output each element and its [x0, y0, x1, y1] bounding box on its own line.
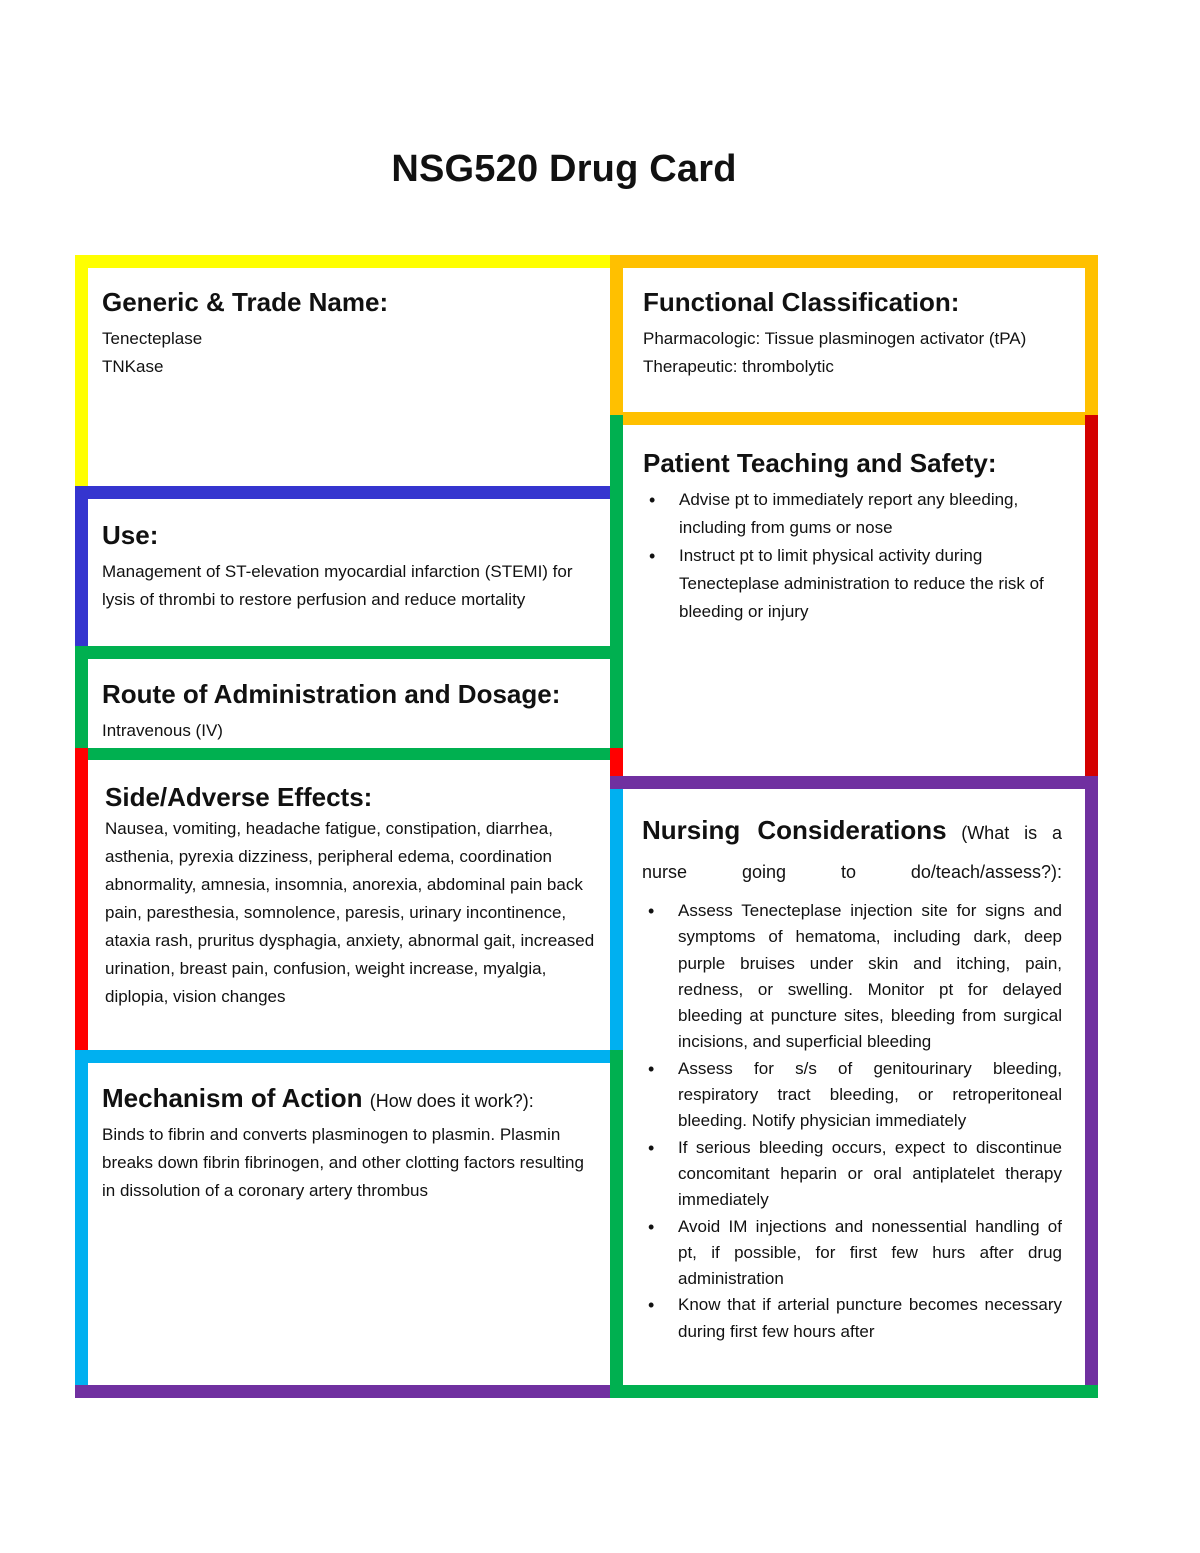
generic-trade-section — [102, 287, 597, 477]
use-section — [102, 520, 597, 645]
nursing-item: • Know that if arterial puncture becomes necessary during first few hours after — [678, 1292, 1062, 1345]
therapeutic-class: Therapeutic: thrombolytic — [643, 357, 834, 377]
route-border-left — [75, 646, 88, 748]
use-border-left — [75, 486, 88, 646]
mech-border-bottom — [75, 1385, 610, 1398]
page-title: NSG520 Drug Card — [391, 148, 737, 190]
route-border-top — [75, 646, 623, 659]
teach-border-right — [1085, 415, 1098, 787]
nurse-border-left — [610, 1050, 623, 1398]
teaching-item: • Advise pt to immediately report any bleeding, including from gums or nose — [679, 486, 1073, 542]
teaching-heading: Patient Teaching and Safety: — [643, 448, 997, 478]
side-effects-text: Nausea, vomiting, headache fatigue, constipation, diarrhea, asthenia, pyrexia dizziness, peripheral edema, coordination abnormality, amnesia, insomnia, anorexia, abdominal pain back pain, paresthesia, somnolence, paresis, urinary incontinence, ataxia rash, pruritus dysphagia, anxiety, abnormal gait, increased urination, breast pain, confusion, weight increase, myalgia, diplopia, vision changes — [105, 819, 595, 1007]
mech-border-top — [75, 1050, 623, 1063]
mechanism-text: Binds to fibrin and converts plasminogen to plasmin. Plasmin breaks down fibrin fibrinogen, and other clotting factors resulting in dissolution of a coronary artery thrombus — [102, 1125, 584, 1201]
func-border-top — [610, 255, 1098, 268]
teaching-section — [643, 448, 1073, 738]
func-border-left — [610, 255, 623, 415]
mechanism-section — [102, 1083, 597, 1383]
func-border-bottom — [610, 412, 1098, 425]
generic-border-top — [75, 255, 610, 268]
nursing-section — [642, 811, 1062, 1385]
generic-border-left — [75, 255, 88, 488]
generic-heading: Generic & Trade Name: — [102, 287, 389, 317]
mechanism-heading-note: (How does it work?): — [369, 1091, 534, 1111]
nursing-heading-note: (What is a nurse going to do/teach/assess?): — [642, 823, 1062, 882]
side-border-left — [75, 748, 88, 1050]
nursing-heading-row — [642, 811, 1062, 892]
teaching-item: • Instruct pt to limit physical activity during Tenecteplase administration to reduce the risk of bleeding or injury — [679, 542, 1073, 626]
route-text: Intravenous (IV) — [102, 721, 223, 741]
route-heading: Route of Administration and Dosage: — [102, 679, 561, 709]
nurse-border-bottom — [610, 1385, 1098, 1398]
use-border-top — [75, 486, 623, 499]
mech-border-left — [75, 1050, 88, 1398]
mechanism-heading-row — [102, 1083, 597, 1114]
nursing-item: • If serious bleeding occurs, expect to discontinue concomitant heparin or oral antiplatelet therapy immediately — [678, 1135, 1062, 1214]
side-border-corner — [610, 748, 623, 776]
nurse-border-right — [1085, 776, 1098, 1398]
side-effects-section — [105, 782, 600, 1050]
functional-heading: Functional Classification: — [643, 287, 960, 317]
functional-classification-section — [643, 287, 1073, 412]
nursing-heading: Nursing Considerations — [642, 815, 947, 845]
teach-border-left — [610, 415, 623, 748]
mechanism-heading: Mechanism of Action — [102, 1083, 363, 1113]
mech-border-right-upper — [610, 787, 623, 1050]
nursing-item: • Assess Tenecteplase injection site for signs and symptoms of hematoma, including dark, deep purple bruises under skin and itching, pain, redness, or swelling. Monitor pt for delayed bleeding at puncture sites, bleeding from surgical incisions, and superficial bleeding — [678, 898, 1062, 1056]
trade-name: TNKase — [102, 357, 164, 377]
use-heading: Use: — [102, 520, 159, 550]
generic-name: Tenecteplase — [102, 329, 203, 349]
use-text: Management of ST-elevation myocardial infarction (STEMI) for lysis of thrombi to restore perfusion and reduce mortality — [102, 562, 573, 610]
route-border-bottom — [75, 748, 610, 760]
nurse-border-top — [610, 776, 1098, 789]
nursing-item: • Avoid IM injections and nonessential handling of pt, if possible, for first few hurs after drug administration — [678, 1214, 1062, 1293]
route-section — [102, 679, 597, 747]
pharmacologic-class: Pharmacologic: Tissue plasminogen activator (tPA) — [643, 329, 1027, 349]
side-effects-heading: Side/Adverse Effects: — [105, 782, 373, 812]
func-border-right — [1085, 255, 1098, 415]
nursing-item: • Assess for s/s of genitourinary bleeding, respiratory tract bleeding, or retroperitoneal bleeding. Notify physician immediately — [678, 1056, 1062, 1135]
